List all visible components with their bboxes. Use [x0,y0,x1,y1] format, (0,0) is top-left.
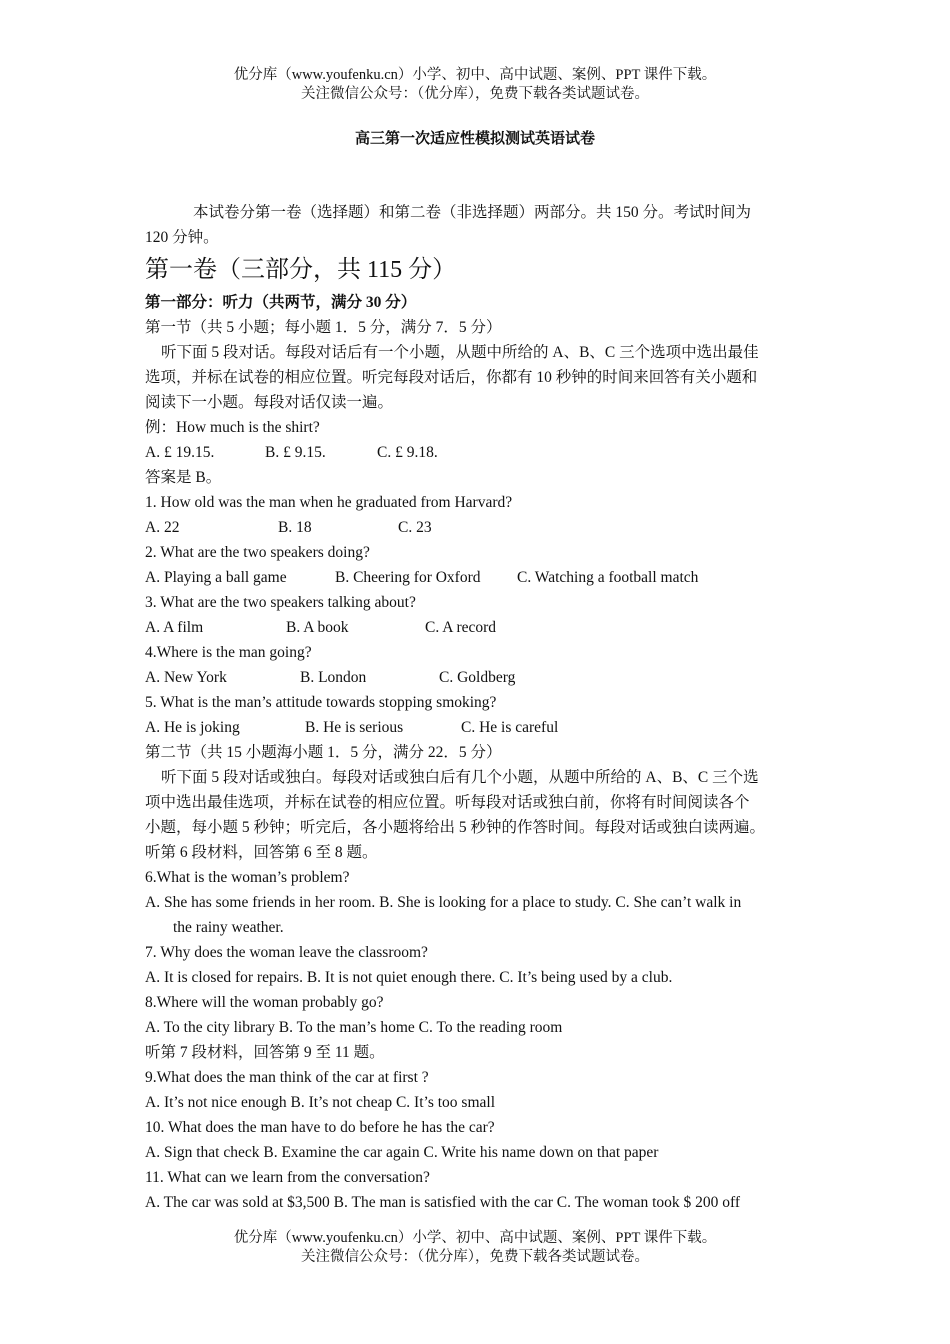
section2-instr-1: 听下面 5 段对话或独白。每段对话或独白后有几个小题，从题中所给的 A、B、C 三个选 [161,769,759,786]
q4-option-c: C. Goldberg [439,669,516,686]
q5-option-b: B. He is serious [305,719,404,736]
question-1-options [145,515,807,540]
question-4: 4.Where is the man going? [145,644,312,661]
question-8-options: A. To the city library B. To the man’s home C. To the reading room [145,1019,563,1036]
q4-option-a: A. New York [145,669,227,686]
q5-option-a: A. He is joking [145,719,240,736]
page-title: 高三第一次适应性模拟测试英语试卷 [354,131,595,147]
example-options [145,440,807,465]
question-5: 5. What is the man’s attitude towards stopping smoking? [145,694,497,711]
footer-line-2: 关注微信公众号：（优分库），免费下载各类试题试卷。 [301,1249,649,1265]
page-header [0,66,950,104]
section2-instr-2: 项中选出最佳选项，并标在试卷的相应位置。听每段对话或独白前，你将有时间阅读各个 [145,794,750,811]
q5-option-c: C. He is careful [461,719,559,736]
question-9: 9.What does the man think of the car at first ? [145,1069,429,1086]
question-11: 11. What can we learn from the conversation? [145,1169,430,1186]
section1-instr-3: 阅读下一小题。每段对话仅读一遍。 [145,394,394,411]
q1-option-b: B. 18 [278,519,312,536]
section2-heading: 第二节（共 15 小题海小题 1．5 分，满分 22．5 分） [145,744,502,761]
intro-line-2: 120 分钟。 [145,229,219,246]
footer-line-1: 优分库（www.youfenku.cn）小学、初中、高中试题、案例、PPT 课件下载。 [233,1230,717,1246]
header-line-2: 关注微信公众号：（优分库），免费下载各类试题试卷。 [301,86,649,102]
example-option-b: B. £ 9.15. [265,444,326,461]
question-3-options [145,615,807,640]
example-option-a: A. £ 19.15. [145,444,215,461]
example-question: 例：How much is the shirt? [145,419,320,436]
section1-instr-2: 选项，并标在试卷的相应位置。听完每段对话后，你都有 10 秒钟的时间来回答有关小题和 [145,369,758,386]
q3-option-b: B. A book [286,619,349,636]
question-4-options [145,665,807,690]
question-11-options: A. The car was sold at $3,500 B. The man is satisfied with the car C. The woman took $ 200 off [145,1194,741,1211]
question-2-options [145,565,807,590]
document-body [145,200,807,1215]
question-6-options-cont: the rainy weather. [173,919,284,936]
q4-option-b: B. London [300,669,367,686]
section1-heading: 第一节（共 5 小题；每小题 1．5 分，满分 7．5 分） [145,319,502,336]
intro-line-1: 本试卷分第一卷（选择题）和第二卷（非选择题）两部分。共 150 分。考试时间为 [193,204,752,221]
part1-heading: 第一部分：听力（共两节，满分 30 分） [145,294,417,311]
q3-option-c: C. A record [425,619,497,636]
question-2: 2. What are the two speakers doing? [145,544,370,561]
q1-option-c: C. 23 [398,519,432,536]
material-7-note: 听第 7 段材料，回答第 9 至 11 题。 [145,1044,385,1061]
question-9-options: A. It’s not nice enough B. It’s not cheap C. It’s too small [145,1094,495,1111]
question-10-options: A. Sign that check B. Examine the car again C. Write his name down on that paper [145,1144,659,1161]
question-7: 7. Why does the woman leave the classroom? [145,944,428,961]
volume-heading: 第一卷（三部分，共 115 分） [145,257,457,283]
q3-option-a: A. A film [145,619,204,636]
question-7-options: A. It is closed for repairs. B. It is not quiet enough there. C. It’s being used by a club. [145,969,673,986]
question-10: 10. What does the man have to do before he has the car? [145,1119,495,1136]
material-6-note: 听第 6 段材料，回答第 6 至 8 题。 [145,844,378,861]
question-5-options [145,715,807,740]
question-6-options: A. She has some friends in her room. B. She is looking for a place to study. C. She can’t walk in [145,894,742,911]
section2-instr-3: 小题，每小题 5 秒钟；听完后，各小题将给出 5 秒钟的作答时间。每段对话或独白读两遍。 [145,819,766,836]
q2-option-c: C. Watching a football match [517,569,699,586]
example-option-c: C. £ 9.18. [377,444,438,461]
question-1: 1. How old was the man when he graduated from Harvard? [145,494,513,511]
section1-instr-1: 听下面 5 段对话。每段对话后有一个小题，从题中所给的 A、B、C 三个选项中选出最佳 [161,344,759,361]
page-footer [0,1229,950,1267]
question-8: 8.Where will the woman probably go? [145,994,384,1011]
header-line-1: 优分库（www.youfenku.cn）小学、初中、高中试题、案例、PPT 课件下载。 [233,67,717,83]
q1-option-a: A. 22 [145,519,180,536]
example-answer: 答案是 B。 [145,469,222,486]
question-6: 6.What is the woman’s problem? [145,869,350,886]
question-3: 3. What are the two speakers talking about? [145,594,416,611]
q2-option-a: A. Playing a ball game [145,569,287,586]
q2-option-b: B. Cheering for Oxford [335,569,481,586]
